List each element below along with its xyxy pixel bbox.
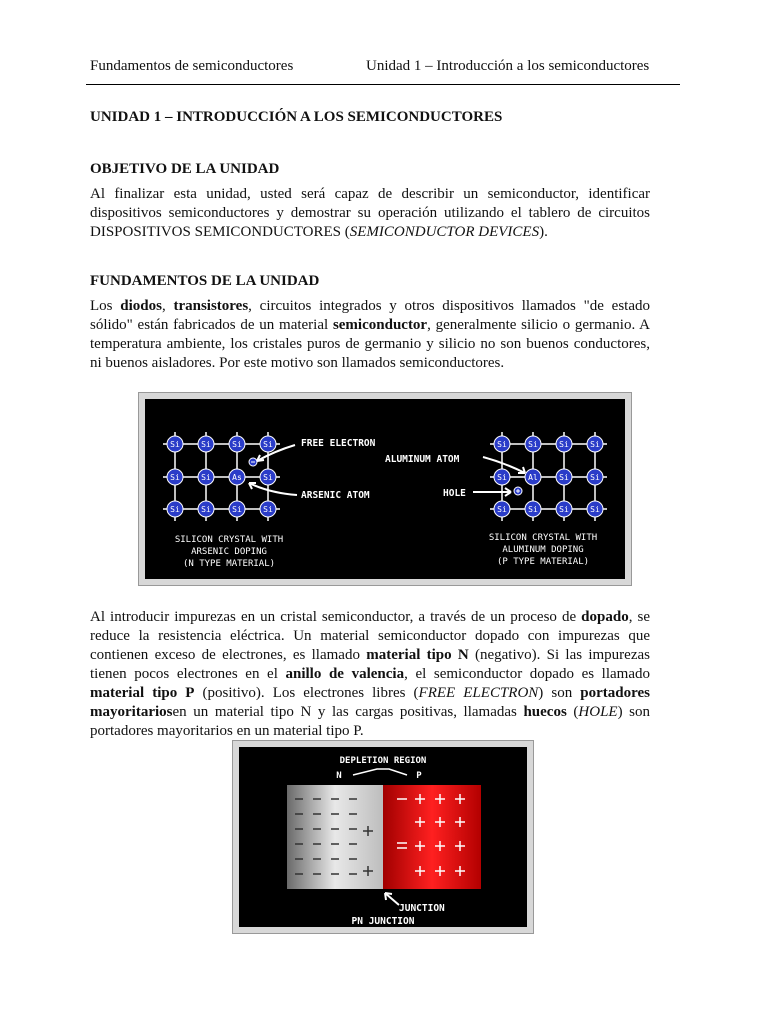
left-caption-line2: ARSENIC DOPING: [191, 547, 267, 557]
fundamentos-paragraph: [90, 297, 650, 373]
atom-si: [494, 469, 510, 485]
fundamentos-heading: FUNDAMENTOS DE LA UNIDAD: [90, 273, 320, 289]
atom-si: [556, 469, 572, 485]
fund-t4: , generalmente silicio o germanio. A temperatura ambiente, los cristales puros de germanio y silicio no son buenos conductores, ni buenos aisladores. Por este motivo son llamados semiconductores.: [90, 317, 650, 371]
atom-si: [229, 436, 245, 452]
pn-junction-figure: [232, 740, 534, 934]
free-electron-marker: [249, 458, 257, 466]
fund-b1: diodos: [120, 298, 162, 314]
svg-text:Si: Si: [263, 505, 273, 514]
fund-t3: , circuitos integrados y otros dispositivos llamados "de estado sólido" están fabricados de un material: [90, 298, 650, 333]
svg-text:Si: Si: [497, 505, 507, 514]
atom-si: [167, 469, 183, 485]
pn-junction-label: PN JUNCTION: [351, 916, 415, 927]
right-caption-line2: ALUMINUM DOPING: [502, 545, 584, 555]
unit-title: UNIDAD 1 – INTRODUCCIÓN A LOS SEMICONDUCTORES: [90, 109, 503, 125]
svg-text:Si: Si: [170, 440, 180, 449]
atom-si: [260, 469, 276, 485]
junction-label: JUNCTION: [399, 903, 445, 914]
atom-si: [556, 436, 572, 452]
svg-text:Si: Si: [263, 473, 273, 482]
atom-si: [587, 436, 603, 452]
svg-text:Si: Si: [590, 440, 600, 449]
p-label: P: [416, 771, 422, 781]
hole-label: HOLE: [443, 488, 466, 499]
left-caption-line1: SILICON CRYSTAL WITH: [174, 535, 284, 545]
dop-b1: dopado: [581, 609, 629, 625]
atom-si: [198, 469, 214, 485]
svg-text:Si: Si: [590, 473, 600, 482]
atom-si: [198, 436, 214, 452]
doping-figure: [138, 392, 632, 586]
fund-t1: Los: [90, 298, 121, 314]
dop-t7: en un material tipo N y las cargas positivas, llamadas: [172, 704, 524, 720]
atom-si: [556, 501, 572, 517]
fund-b3: semiconductor: [332, 317, 428, 333]
svg-text:Si: Si: [528, 505, 538, 514]
svg-text:Si: Si: [201, 473, 211, 482]
atom-si: [587, 501, 603, 517]
fund-b2: transistores: [173, 298, 249, 314]
atom-si: [525, 501, 541, 517]
dop-b4: material tipo P: [90, 685, 195, 701]
svg-text:Si: Si: [559, 440, 569, 449]
header-rule: [86, 84, 680, 85]
svg-text:Si: Si: [497, 473, 507, 482]
objetivo-heading: OBJETIVO DE LA UNIDAD: [90, 161, 280, 177]
atom-si: [198, 501, 214, 517]
svg-text:Si: Si: [590, 505, 600, 514]
depletion-region-label: DEPLETION REGION: [339, 756, 427, 766]
page-header-right: Unidad 1 – Introducción a los semiconductores: [366, 58, 650, 74]
svg-text:Si: Si: [201, 505, 211, 514]
svg-text:Si: Si: [559, 505, 569, 514]
p-region: [383, 785, 481, 889]
dop-b3: anillo de valencia: [285, 666, 405, 682]
page-header-left: Fundamentos de semiconductores: [90, 58, 294, 74]
dop-i1: FREE ELECTRON: [418, 685, 539, 701]
dopado-paragraph: [90, 608, 650, 741]
fund-t2: ,: [161, 298, 174, 314]
svg-text:Si: Si: [263, 440, 273, 449]
objetivo-text-1: Al finalizar esta unidad, usted será capaz de describir un semiconductor, identificar dispositivos semiconductores y demostrar su operación utilizando el tablero de circuitos DISPOSITIVOS SEMICONDUCTORES (: [90, 186, 650, 240]
atom-si: [525, 436, 541, 452]
svg-text:Si: Si: [528, 440, 538, 449]
aluminum-atom-label: ALUMINUM ATOM: [385, 454, 460, 465]
n-label: N: [336, 771, 342, 781]
svg-text:Si: Si: [497, 440, 507, 449]
pn-junction-svg: [239, 747, 527, 927]
dop-b2: material tipo N: [366, 647, 469, 663]
atom-si: [167, 436, 183, 452]
svg-text:Si: Si: [170, 473, 180, 482]
left-caption-line3: (N TYPE MATERIAL): [182, 559, 276, 569]
atom-si: [260, 501, 276, 517]
svg-text:Si: Si: [232, 440, 242, 449]
free-electron-label: FREE ELECTRON: [301, 438, 376, 449]
atom-si: [494, 501, 510, 517]
dop-t8: (: [566, 704, 579, 720]
dop-i2: HOLE: [578, 704, 618, 720]
atom-si: [167, 501, 183, 517]
atom-as: [229, 469, 245, 485]
atom-si: [494, 436, 510, 452]
right-caption-line1: SILICON CRYSTAL WITH: [488, 533, 598, 543]
dop-t2: , se reduce la resistencia eléctrica. Un material semiconductor dopado con impurezas que contienen exceso de electrones, es llamado: [90, 609, 650, 663]
svg-text:Si: Si: [559, 473, 569, 482]
atom-si: [587, 469, 603, 485]
atom-al: [525, 469, 541, 485]
hole-marker: [514, 487, 522, 495]
svg-text:Si: Si: [201, 440, 211, 449]
right-caption-line3: (P TYPE MATERIAL): [496, 557, 590, 567]
doping-figure-svg: [145, 399, 625, 579]
dop-t5: (positivo). Los electrones libres (: [194, 685, 419, 701]
svg-text:As: As: [232, 473, 242, 482]
objetivo-text-2: ).: [539, 224, 548, 240]
svg-text:Si: Si: [232, 505, 242, 514]
dop-t1: Al introducir impurezas en un cristal semiconductor, a través de un proceso de: [90, 609, 582, 625]
objetivo-paragraph: [90, 185, 650, 242]
dop-t3: (negativo). Si las impurezas tienen pocos electrones en el: [90, 647, 650, 682]
objetivo-text-italic: SEMICONDUCTOR DEVICES: [349, 224, 540, 240]
dop-t9: ) son portadores mayoritarios en un material tipo P.: [90, 704, 651, 739]
dop-t6: ) son: [538, 685, 581, 701]
svg-text:Si: Si: [170, 505, 180, 514]
svg-text:Al: Al: [528, 473, 538, 482]
dop-b5: portadores mayoritarios: [90, 685, 651, 720]
dop-t4: , el semiconductor dopado es llamado: [404, 666, 650, 682]
dop-b6: huecos: [523, 704, 567, 720]
atom-si: [229, 501, 245, 517]
atom-si: [260, 436, 276, 452]
arsenic-atom-label: ARSENIC ATOM: [301, 490, 370, 501]
